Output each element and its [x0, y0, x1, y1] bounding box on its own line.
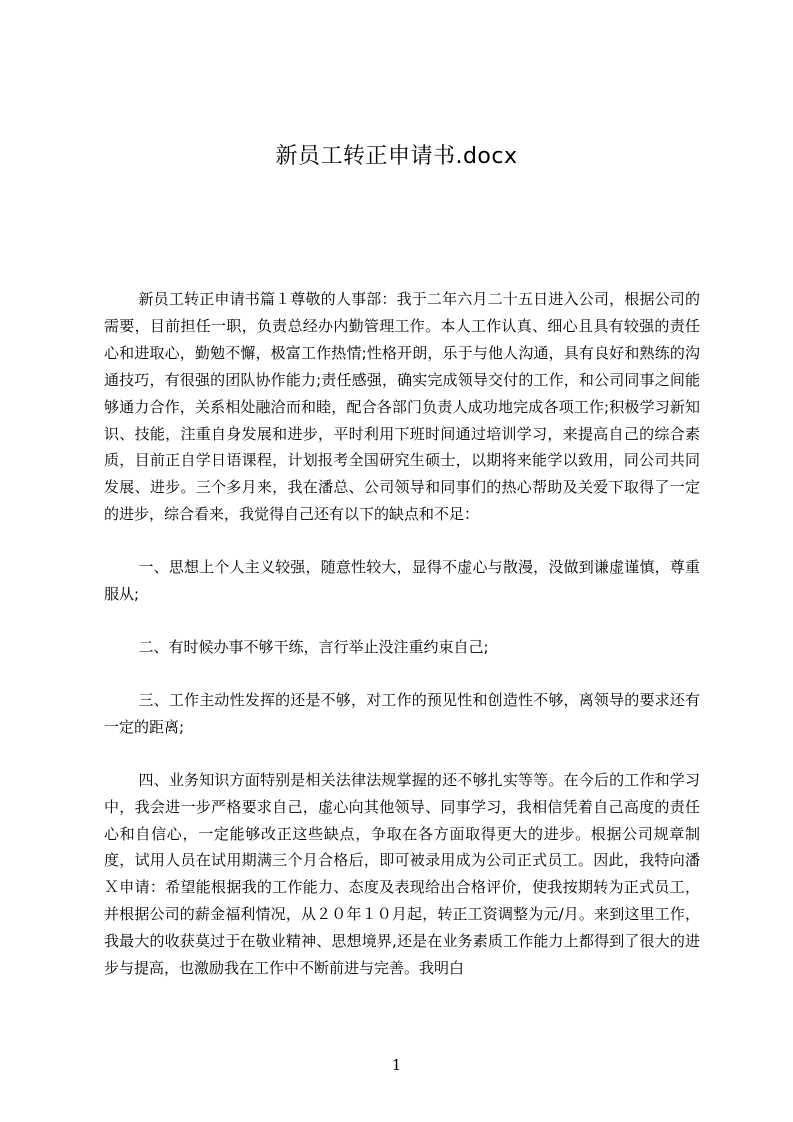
body-paragraph-point-2: 二、有时候办事不够干练，言行举止没注重约束自己;	[138, 637, 489, 656]
body-paragraph-point-4: 四、业务知识方面特别是相关法律法规掌握的还不够扎实等等。在今后的工作和学习中，我会进一步严格要求自己，虚心向其他领导、同事学习，我相信凭着自己高度的责任心和自信心，一定能够改正这些缺点，争取在各方面取得更大的进步。根据公司规章制度，试用人员在试用期满三个月合格后，即可被录用成为公司正式员工。因此，我特向潘Ｘ申请：希望能根据我的工作能力、态度及表现给出合格评价，使我按期转为正式员工，并根据公司的薪金福利情况，从２０年１０月起，转正工资调整为元/月。来到这里工作，我最大的收获莫过于在敬业精神、思想境界,还是在业务素质工作能力上都得到了很大的进步与提高，也激励我在工作中不断前进与完善。我明白	[104, 770, 700, 978]
document-body	[104, 286, 700, 982]
document-title: 新员工转正申请书.docx	[275, 144, 518, 169]
body-paragraph-intro: 新员工转正申请书篇１尊敬的人事部：我于二年六月二十五日进入公司，根据公司的需要，目前担任一职，负责总经办内勤管理工作。本人工作认真、细心且具有较强的责任心和进取心，勤勉不懈，极富工作热情;性格开朗，乐于与他人沟通，具有良好和熟练的沟通技巧，有很强的团队协作能力;责任感强，确实完成领导交付的工作，和公司同事之间能够通力合作，关系相处融洽而和睦，配合各部门负责人成功地完成各项工作;积极学习新知识、技能，注重自身发展和进步，平时利用下班时间通过培训学习，来提高自己的综合素质，目前正自学日语课程，计划报考全国研究生硕士，以期将来能学以致用，同公司共同发展、进步。三个多月来，我在潘总、公司领导和同事们的热心帮助及关爱下取得了一定的进步，综合看来，我觉得自己还有以下的缺点和不足：	[104, 290, 700, 524]
body-paragraph-point-3: 三、工作主动性发挥的还是不够，对工作的预见性和创造性不够，离领导的要求还有一定的距离;	[104, 690, 700, 736]
page-number: 1	[391, 1056, 402, 1074]
body-paragraph-point-1: 一、思想上个人主义较强，随意性较大，显得不虚心与散漫，没做到谦虚谨慎，尊重服从;	[104, 558, 700, 604]
